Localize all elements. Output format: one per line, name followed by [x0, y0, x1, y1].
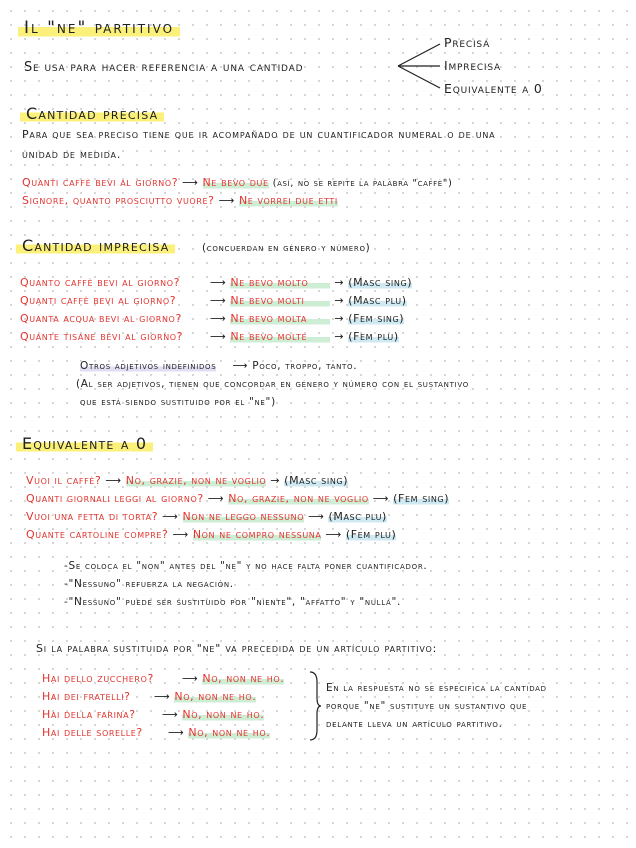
imprecisa-example-4 [20, 330, 399, 343]
arrow-icon: ⟶ [210, 312, 227, 325]
brace-icon [308, 670, 322, 742]
question: Vuoi una fetta di torta? [26, 510, 159, 523]
partitivo-example-1 [42, 672, 284, 685]
imprecisa-example-3 [20, 312, 404, 325]
heading-precisa: Cantidad precisa [20, 104, 164, 123]
arrow-icon: ⟶ [372, 492, 390, 505]
question: Quanta acqua bevi al giorno? [20, 312, 182, 325]
tag: (Fem plu) [345, 528, 397, 541]
otros-label: Otros adjetivos indefinidos [80, 360, 217, 372]
arrow-icon: ⟶ [168, 726, 185, 739]
question: Quanti giornali leggi al giorno? [26, 492, 204, 505]
arrow-icon: ⟶ [210, 330, 227, 343]
tag: (Masc sing) [284, 474, 349, 487]
arrow-icon: → [334, 330, 345, 343]
arrow-icon: ⟶ [162, 708, 179, 721]
partitivo-explanation-3: delante lleva un artículo partitivo. [326, 718, 503, 730]
precisa-example-2 [22, 194, 338, 207]
answer: No, non ne ho. [182, 708, 265, 721]
cero-example-4 [26, 528, 396, 541]
arrow-icon: → [334, 294, 345, 307]
page-title: Il "ne" partitivo [18, 18, 180, 38]
precisa-desc-2: unidad de medida. [22, 148, 122, 161]
question: Quanti caffè bevi al giorno? [22, 176, 179, 189]
branch-precisa: Precisa [444, 35, 491, 50]
arrow-icon: ⟶ [308, 510, 325, 523]
answer: No, non ne ho. [174, 690, 257, 703]
otros-note-1: (Al ser adjetivos, tienen que concordar en género y número con el sustantivo [76, 378, 469, 390]
question: Signore, quanto prosciutto vuore? [22, 194, 215, 207]
partitivo-example-3 [42, 708, 264, 721]
question: Hai della farina? [42, 708, 136, 721]
arrow-icon: ⟶ [162, 510, 179, 523]
arrow-icon: ⟶ [182, 672, 199, 685]
arrow-icon: ⟶ [154, 690, 171, 703]
arrow-icon: ⟶ [207, 492, 225, 505]
question: Quanti caffè bevi al giorno? [20, 294, 177, 307]
answer: Non ne leggo nessuno [182, 510, 305, 523]
tag: (Fem sing) [393, 492, 450, 505]
branch-arrows [396, 38, 446, 94]
cero-example-1 [26, 474, 348, 487]
answer: Ne bevo molto [230, 276, 330, 289]
otros-line [80, 360, 357, 372]
tag: (Masc plu) [328, 510, 387, 523]
otros-note-2: que está siendo sustituido por el "ne") [80, 396, 276, 408]
question: Quante cartoline compre? [26, 528, 169, 541]
partitivo-explanation-1: En la respuesta no se especifica la cantidad [326, 682, 547, 694]
intro-text: Se usa para hacer referencia a una cantidad [24, 60, 304, 75]
branch-equivalente: Equivalente a 0 [444, 81, 543, 96]
arrow-icon: → [270, 474, 281, 487]
arrow-icon: ⟶ [105, 474, 122, 487]
tag: (Fem plu) [348, 330, 399, 343]
arrow-icon: ⟶ [218, 194, 235, 207]
heading-cero: Equivalente a 0 [16, 434, 153, 453]
cero-bullet-2: -"Nessuno" refuerza la negación. [64, 578, 234, 590]
note: (así, no se repite la palabra "caffè") [272, 178, 453, 189]
tag: (Fem sing) [348, 312, 405, 325]
partitivo-intro: Si la palabra sustituida por "ne" va precedida de un artículo partitivo: [36, 642, 438, 655]
answer: Ne bevo molti [230, 294, 330, 307]
arrow-icon: ⟶ [210, 294, 227, 307]
partitivo-example-4 [42, 726, 270, 739]
imprecisa-example-2 [20, 294, 407, 307]
arrow-icon: ⟶ [232, 360, 249, 372]
heading-imprecisa: Cantidad imprecisa [16, 236, 175, 255]
cero-bullet-3: -"Nessuno" puede ser sustituido por "niente", "affatto" y "nulla". [64, 596, 402, 608]
cero-example-3 [26, 510, 387, 523]
question: Hai dei fratelli? [42, 690, 131, 703]
arrow-icon: ⟶ [182, 176, 199, 189]
arrow-icon: ⟶ [210, 276, 227, 289]
arrow-icon: ⟶ [325, 528, 342, 541]
precisa-desc-1: Para que sea preciso tiene que ir acompañado de un cuantificador numeral o de una [22, 128, 496, 141]
imprecisa-example-1 [20, 276, 412, 289]
answer: Ne bevo due [202, 176, 269, 189]
question: Hai dello zucchero? [42, 672, 154, 685]
partitivo-explanation-2: porque "ne" sustituye un sustantivo que [326, 700, 528, 712]
answer: Ne bevo molte [230, 330, 330, 343]
answer: No, non ne ho. [202, 672, 285, 685]
answer: No, grazie, non ne voglio [125, 474, 267, 487]
question: Quanto caffè bevi al giorno? [20, 276, 181, 289]
cero-bullet-1: -Se coloca el "non" antes del "ne" y no hace falta poner cuantificador. [64, 560, 428, 572]
imprecisa-note: (concuerdan en género y número) [202, 242, 371, 254]
answer: Non ne compro nessuna [192, 528, 322, 541]
partitivo-example-2 [42, 690, 256, 703]
arrow-icon: → [334, 312, 345, 325]
tag: (Masc plu) [348, 294, 407, 307]
question: Quante tisane bevi al giorno? [20, 330, 184, 343]
arrow-icon: ⟶ [172, 528, 189, 541]
question: Vuoi il caffè? [26, 474, 102, 487]
answer: Ne vorrei due etti [238, 194, 338, 207]
answer: No, grazie, non ne voglio [228, 492, 369, 505]
cero-example-2 [26, 492, 449, 505]
answer: Ne bevo molta [230, 312, 330, 325]
branch-imprecisa: Imprecisa [444, 58, 501, 73]
tag: (Masc sing) [348, 276, 413, 289]
otros-list: Poco, troppo, tanto. [252, 360, 358, 372]
arrow-icon: → [334, 276, 345, 289]
question: Hai delle sorelle? [42, 726, 143, 739]
answer: No, non ne ho. [188, 726, 271, 739]
precisa-example-1 [22, 176, 453, 189]
